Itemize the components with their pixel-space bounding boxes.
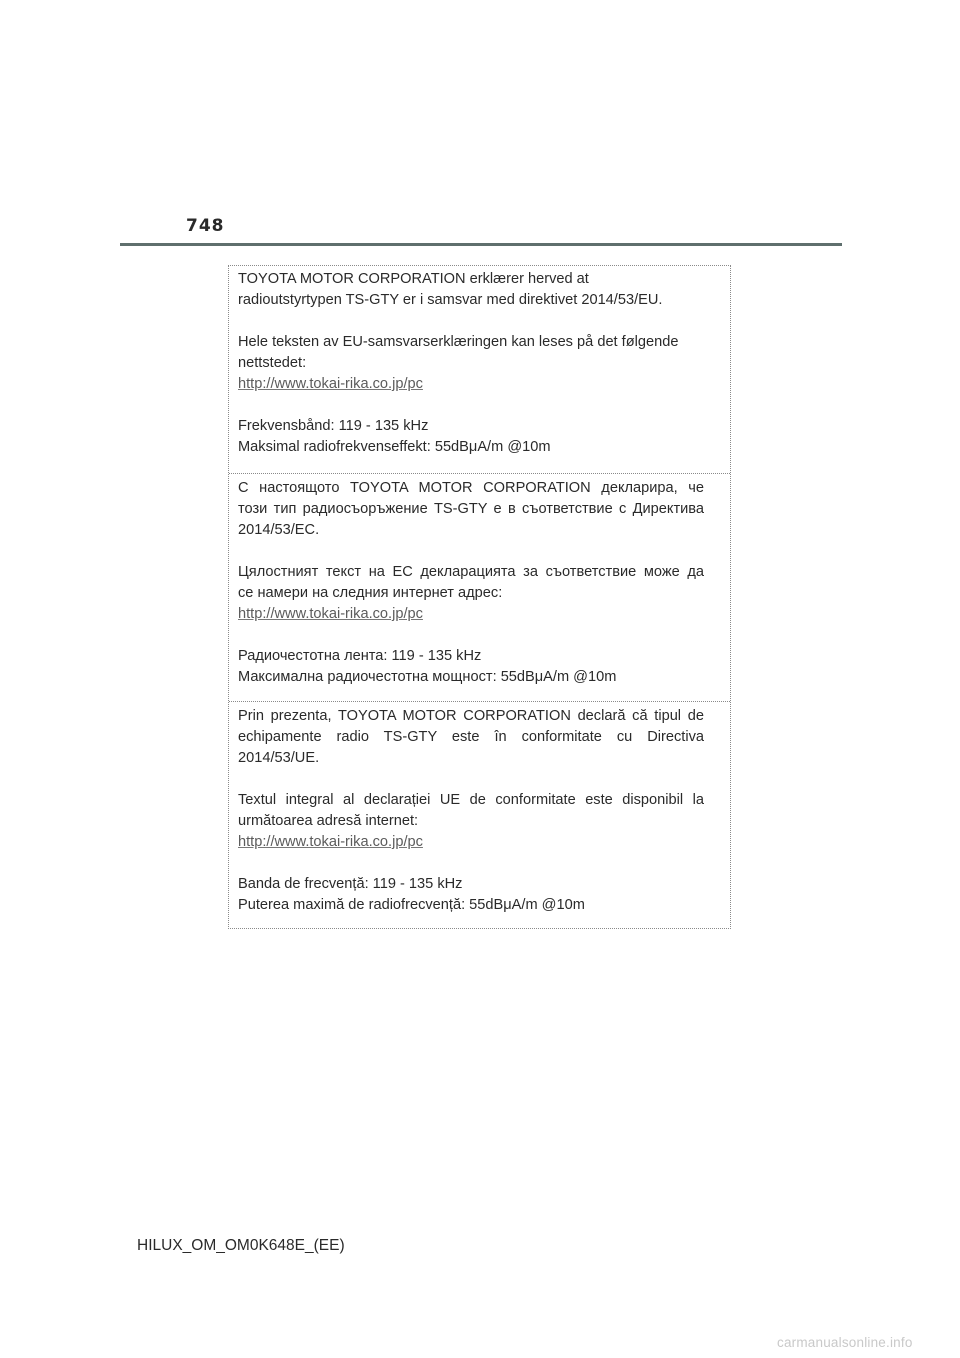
document-code: HILUX_OM_OM0K648E_(EE) (137, 1237, 345, 1254)
full-text-line: се намери на следния интернет адрес: (238, 585, 503, 601)
conformity-notice-box (228, 265, 731, 929)
header-rule (120, 243, 842, 246)
declaration-line: 2014/53/UE. (238, 750, 320, 766)
declaration-url-link[interactable]: http://www.tokai-rika.co.jp/pc (238, 606, 423, 622)
declaration-url-link[interactable]: http://www.tokai-rika.co.jp/pc (238, 834, 423, 850)
full-text-line: Textul integral al declarației UE de conformitate este disponibil la (238, 792, 704, 808)
section-divider (229, 473, 730, 474)
max-power: Puterea maximă de radiofrecvență: 55dBμA/m @10m (238, 897, 585, 913)
declaration-url-link[interactable]: http://www.tokai-rika.co.jp/pc (238, 376, 423, 392)
section-romanian (229, 703, 730, 916)
max-power: Maksimal radiofrekvenseffekt: 55dBμA/m @10m (238, 439, 551, 455)
frequency-band: Радиочестотна лента: 119 - 135 kHz (238, 648, 482, 664)
full-text-line: Цялостният текст на ЕС декларацията за съответствие може да (238, 564, 704, 580)
radio-specs (238, 874, 704, 916)
declaration-line: TOYOTA MOTOR CORPORATION erklærer herved at (238, 271, 589, 287)
full-text-line: Hele teksten av EU-samsvarserklæringen kan leses på det følgende (238, 334, 679, 350)
site-watermark: carmanualsonline.info (777, 1335, 913, 1350)
radio-specs (238, 416, 704, 458)
full-text-paragraph (238, 562, 704, 625)
full-text-paragraph (238, 790, 704, 853)
declaration-paragraph (238, 269, 704, 311)
frequency-band: Frekvensbånd: 119 - 135 kHz (238, 418, 429, 434)
full-text-line: următoarea adresă internet: (238, 813, 419, 829)
section-divider (229, 701, 730, 702)
max-power: Максимална радиочестотна мощност: 55dBμA/m @10m (238, 669, 617, 685)
declaration-line: Prin prezenta, TOYOTA MOTOR CORPORATION declară că tipul de (238, 708, 704, 724)
declaration-line: radioutstyrtypen TS-GTY er i samsvar med direktivet 2014/53/EU. (238, 292, 663, 308)
declaration-paragraph (238, 478, 704, 541)
section-norwegian (229, 266, 730, 458)
declaration-line: 2014/53/ЕС. (238, 522, 320, 538)
full-text-paragraph (238, 332, 704, 395)
declaration-line: С настоящото TOYOTA MOTOR CORPORATION декларира, че (238, 480, 704, 496)
declaration-paragraph (238, 706, 704, 769)
radio-specs (238, 646, 704, 688)
full-text-line: nettstedet: (238, 355, 307, 371)
page-number: 748 (186, 216, 225, 236)
section-bulgarian (229, 475, 730, 688)
frequency-band: Banda de frecvență: 119 - 135 kHz (238, 876, 463, 892)
declaration-line: echipamente radio TS-GTY este în conformitate cu Directiva (238, 729, 704, 745)
declaration-line: този тип радиосъоръжение TS-GTY е в съответствие с Директива (238, 501, 704, 517)
